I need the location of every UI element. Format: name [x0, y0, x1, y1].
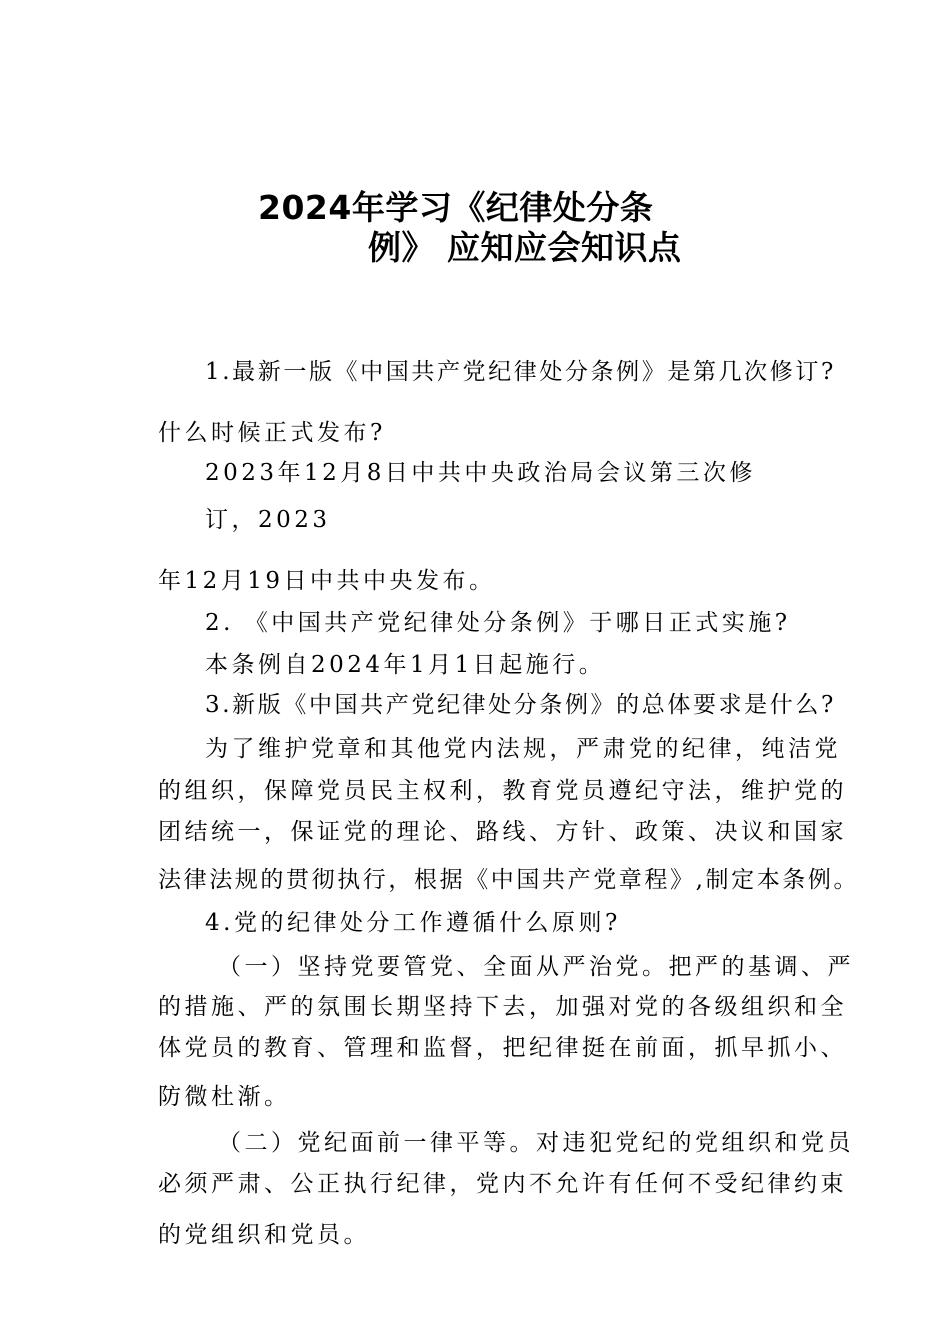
document-title-line-2: 例》 应知应会知识点: [368, 228, 682, 267]
principle-2-line-3: 的党组织和党员。: [158, 1222, 370, 1248]
principle-1-line-1: （一）坚持党要管党、全面从严治党。把严的基调、严: [218, 954, 854, 980]
question-1-line-1: 1.最新一版《中国共产党纪律处分条例》是第几次修订?: [205, 359, 836, 385]
answer-3-line-3: 团结统一，保证党的理论、路线、方针、政策、决议和国家: [158, 819, 847, 845]
principle-1-line-2: 的措施、严的氛围长期坚持下去，加强对党的各级组织和全: [158, 994, 847, 1020]
question-2: 2. 《中国共产党纪律处分条例》于哪日正式实施?: [205, 610, 791, 636]
answer-2: 本条例自2024年1月1日起施行。: [205, 652, 606, 678]
question-1-line-2: 什么时候正式发布?: [158, 420, 386, 446]
answer-1-line-1: 2023年12月8日中共中央政治局会议第三次修: [205, 460, 756, 486]
principle-2-line-2: 必须严肃、公正执行纪律，党内不允许有任何不受纪律约束: [158, 1171, 847, 1197]
answer-3-line-1: 为了维护党章和其他党内法规，严肃党的纪律，纯洁党: [205, 736, 841, 762]
answer-1-line-3: 年12月19日中共中央发布。: [158, 568, 496, 594]
document-title-line-1: 2024年学习《纪律处分条: [258, 188, 654, 227]
question-4: 4.党的纪律处分工作遵循什么原则?: [205, 910, 621, 936]
principle-1-line-3: 体党员的教育、管理和监督，把纪律挺在前面，抓早抓小、: [158, 1035, 847, 1061]
answer-1-line-2: 订，2023: [205, 507, 331, 533]
answer-3-line-4: 法律法规的贯彻执行，根据《中国共产党章程》,制定本条例。: [158, 867, 860, 893]
question-3: 3.新版《中国共产党纪律处分条例》的总体要求是什么?: [205, 692, 836, 718]
principle-1-line-4: 防微杜渐。: [158, 1084, 291, 1110]
principle-2-line-1: （二）党纪面前一律平等。对违犯党纪的党组织和党员: [218, 1130, 854, 1156]
answer-3-line-2: 的组织，保障党员民主权利，教育党员遵纪守法，维护党的: [158, 778, 847, 804]
